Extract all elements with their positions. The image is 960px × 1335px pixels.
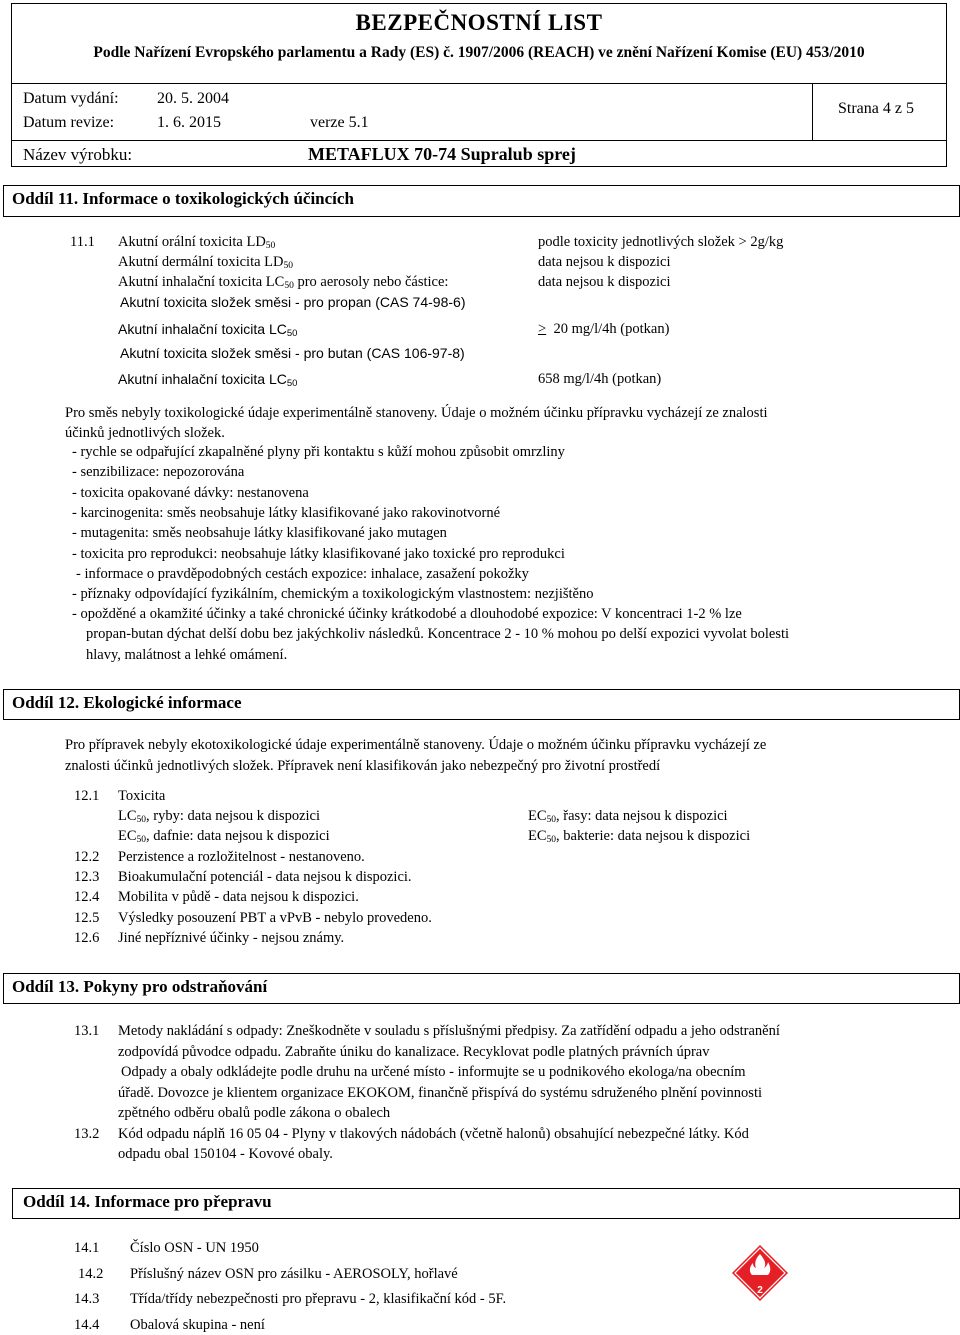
s12-item-text: Perzistence a rozložitelnost - nestanoveno. xyxy=(118,849,365,865)
s12-item-number: 12.6 xyxy=(74,929,100,946)
s11-bullet-item: - rychle se odpařující zkapalněné plyny při kontaktu s kůží mohou způsobit omrzliny xyxy=(72,444,565,460)
s11-bullet-item: - opožděné a okamžité účinky a také chronické účinky krátkodobé a dlouhodobé expozice: V koncentraci 1-2 % lze xyxy=(72,606,742,623)
document-title: BEZPEČNOSTNÍ LIST xyxy=(355,10,603,35)
issue-date-value: 20. 5. 2004 xyxy=(157,90,229,107)
s14-item-number: 14.1 xyxy=(74,1240,100,1256)
s11-bullet-item: - karcinogenita: směs neobsahuje látky klasifikované jako rakovinotvorné xyxy=(72,504,501,521)
s11-butan-heading: Akutní toxicita složek směsi - pro butan (CAS 106-97-8) xyxy=(120,345,465,361)
s12-ec-bacteria: $EC_{50}$, bakterie: data nejsou k dispozici xyxy=(528,828,751,845)
s12-item-number: 12.2 xyxy=(74,849,100,865)
page-indicator: Strana 4 z 5 xyxy=(838,100,914,117)
section-12-header xyxy=(3,689,960,720)
product-name: METAFLUX 70-74 Supralub sprej xyxy=(308,144,576,164)
revision-date-value: 1. 6. 2015 xyxy=(157,114,221,131)
issue-date-label: Datum vydání: xyxy=(23,90,119,107)
s11-bullet-item: - mutagenita: směs neobsahuje látky klasifikované jako mutagen xyxy=(72,525,447,542)
s12-para-line-2: znalosti účinků jednotlivých složek. Přípravek není klasifikován jako nebezpečný pro životní prostředí xyxy=(65,758,661,774)
s11-propan-value: > 20 mg/l/4h (potkan) xyxy=(538,321,670,337)
s11-oral-label: Akutní orální toxicita $LD_{50}$ xyxy=(118,234,276,251)
s12-ec-algae: $EC_{50}$, řasy: data nejsou k dispozici xyxy=(528,808,728,825)
product-label: Název výrobku: xyxy=(23,145,133,164)
s11-item-number: 11.1 xyxy=(70,234,95,250)
s11-bullet-item: - senzibilizace: nepozorována xyxy=(72,464,245,481)
s11-last-line-1: propan-butan dýchat delší dobu bez jakýchkoliv následků. Koncentrace 2 - 10 % mohou po delší expozici vyvolat bolesti xyxy=(86,626,790,642)
s13-line-4: úřadě. Dovozce je klientem organizace EKOKOM, finančně přispívá do systému sdruženého plnění povinnosti xyxy=(118,1085,762,1101)
s11-bullet-item: - toxicita pro reprodukci: neobsahuje látky klasifikované jako toxické pro reprodukci xyxy=(72,545,565,562)
geq-symbol: > xyxy=(538,321,547,337)
section-14-title: Oddíl 14. Informace pro přepravu xyxy=(23,1192,272,1211)
s14-item-text: Příslušný název OSN pro zásilku - AEROSOLY, hořlavé xyxy=(130,1265,458,1282)
s11-para-line-1: Pro směs nebyly toxikologické údaje experimentálně stanoveny. Údaje o možném účinku přípravku vycházejí ze znalosti xyxy=(65,405,768,421)
s13-line-5: zpětného odběru obalů podle zákona o obalech xyxy=(118,1105,391,1121)
header-page-divider xyxy=(812,83,813,140)
header-box xyxy=(11,3,947,167)
section-11-header xyxy=(3,185,960,217)
section-14-header xyxy=(12,1188,960,1219)
section-13-header xyxy=(3,973,960,1004)
s14-item-text: Číslo OSN - UN 1950 xyxy=(130,1240,259,1256)
section-13-title: Oddíl 13. Pokyny pro odstraňování xyxy=(12,977,268,996)
s12-item-text: Mobilita v půdě - data nejsou k dispozici. xyxy=(118,889,359,906)
s13-number-2: 13.2 xyxy=(74,1126,100,1142)
s14-item-number: 14.3 xyxy=(74,1291,100,1307)
s11-oral-value: podle toxicity jednotlivých složek > 2g/kg xyxy=(538,234,784,250)
header-divider-1 xyxy=(12,83,946,84)
s12-ec-daphnia: $EC_{50}$, dafnie: data nejsou k dispozici xyxy=(118,828,330,845)
s11-bullet-item: - toxicita opakované dávky: nestanovena xyxy=(72,484,309,501)
s14-item-number: 14.2 xyxy=(78,1265,104,1282)
s11-bullet-item: - informace o pravděpodobných cestách expozice: inhalace, zasažení pokožky xyxy=(76,565,529,582)
s13-line-1: Metody nakládání s odpady: Zneškodněte v souladu s příslušnými předpisy. Za zatřídění odpadu a jeho odstranění xyxy=(118,1023,780,1039)
s11-butan-label: Akutní inhalační toxicita $LC_{50}$ xyxy=(118,371,298,389)
s11-inhal-label: Akutní inhalační toxicita $LC_{50}$ pro aerosoly nebo částice: xyxy=(118,274,449,291)
s14-item-number: 14.4 xyxy=(74,1316,100,1333)
s12-toxicity-label: Toxicita xyxy=(118,788,166,804)
s11-propan-label: Akutní inhalační toxicita $LC_{50}$ xyxy=(118,321,298,339)
header-divider-2 xyxy=(12,140,946,141)
s11-bullet-item: - příznaky odpovídající fyzikálním, chemickým a toxikologickým vlastnostem: nezjištěno xyxy=(72,586,594,603)
regulation-subtitle: Podle Nařízení Evropského parlamentu a Rady (ES) č. 1907/2006 (REACH) ve znění Nařízení Komise (EU) 453/2010 xyxy=(93,44,865,61)
s13-line-6: Kód odpadu náplň 16 05 04 - Plyny v tlakových nádobách (včetně halonů) obsahující nebezpečné látky. Kód xyxy=(118,1126,749,1142)
s11-butan-value: 658 mg/l/4h (potkan) xyxy=(538,371,662,387)
s13-number-1: 13.1 xyxy=(74,1023,100,1039)
s14-item-text: Obalová skupina - není xyxy=(130,1316,265,1333)
s12-para-line-1: Pro přípravek nebyly ekotoxikologické údaje experimentálně stanoveny. Údaje o možném účinku přípravku vycházejí ze xyxy=(65,737,767,753)
s12-lc-fish: $LC_{50}$, ryby: data nejsou k dispozici xyxy=(118,808,320,825)
revision-date-label: Datum revize: xyxy=(23,114,115,131)
section-12-title: Oddíl 12. Ekologické informace xyxy=(12,693,242,712)
s13-line-7: odpadu obal 150104 - Kovové obaly. xyxy=(118,1146,333,1162)
flammable-gas-label-icon xyxy=(731,1244,789,1302)
s11-dermal-label: Akutní dermální toxicita $LD_{50}$ xyxy=(118,254,294,271)
s12-item-number: 12.5 xyxy=(74,909,100,926)
s13-line-2: zodpovídá původce odpadu. Zabraňte úniku do kanalizace. Recyklovat podle platných právních úprav xyxy=(118,1044,710,1060)
s12-item-text: Výsledky posouzení PBT a vPvB - nebylo provedeno. xyxy=(118,909,432,926)
s11-last-line-2: hlavy, malátnost a lehké omámení. xyxy=(86,647,288,663)
s11-inhal-value: data nejsou k dispozici xyxy=(538,274,671,290)
s12-item-text: Bioakumulační potenciál - data nejsou k dispozici. xyxy=(118,869,412,886)
s14-item-text: Třída/třídy nebezpečnosti pro přepravu - 2, klasifikační kód - 5F. xyxy=(130,1291,507,1307)
s11-para-line-2: účinků jednotlivých složek. xyxy=(65,425,225,441)
label-class-digit: 2 xyxy=(757,1285,763,1296)
section-11-title: Oddíl 11. Informace o toxikologických účincích xyxy=(12,189,354,208)
s11-dermal-value: data nejsou k dispozici xyxy=(538,254,671,270)
s11-propan-heading: Akutní toxicita složek směsi - pro propan (CAS 74-98-6) xyxy=(120,294,466,310)
s12-item-text: Jiné nepříznivé účinky - nejsou známy. xyxy=(118,929,345,946)
s12-item-number: 12.3 xyxy=(74,869,100,886)
s13-line-3: Odpady a obaly odkládejte podle druhu na určené místo - informujte se u podnikového ekologa/na obecním xyxy=(121,1064,746,1080)
version-value: verze 5.1 xyxy=(310,114,369,131)
s12-item-number: 12.4 xyxy=(74,889,100,906)
s12-item-number: 12.1 xyxy=(74,788,100,804)
